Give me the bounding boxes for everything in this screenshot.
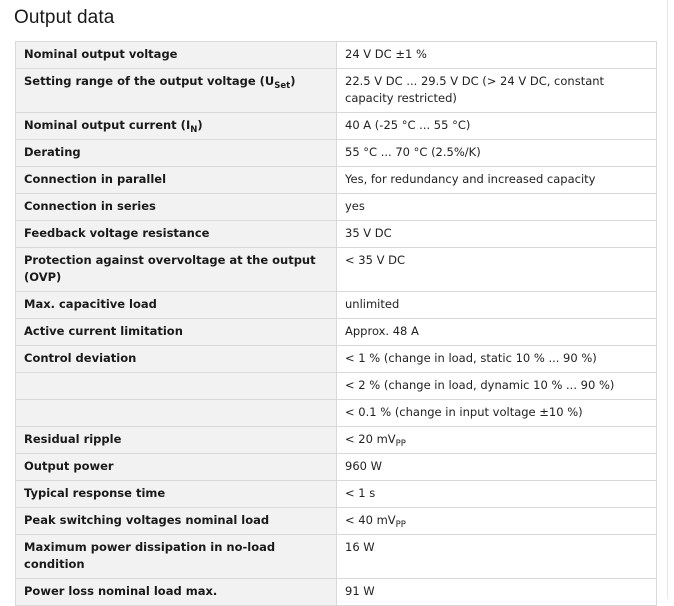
row-label: Residual ripple bbox=[16, 427, 337, 454]
row-value: 55 °C ... 70 °C (2.5%/K) bbox=[337, 140, 657, 167]
row-label bbox=[16, 373, 337, 400]
row-label bbox=[16, 69, 337, 113]
row-value: < 1 s bbox=[337, 481, 657, 508]
table-row bbox=[16, 140, 657, 167]
row-label: Active current limitation bbox=[16, 319, 337, 346]
table-row bbox=[16, 579, 657, 606]
row-value: 22.5 V DC ... 29.5 V DC (> 24 V DC, constant capacity restricted) bbox=[337, 69, 657, 113]
row-label-subscript: Set bbox=[274, 81, 291, 91]
table-row bbox=[16, 535, 657, 579]
table-row bbox=[16, 194, 657, 221]
row-label bbox=[16, 400, 337, 427]
row-value-text: < 20 mV bbox=[345, 432, 396, 446]
row-value: 24 V DC ±1 % bbox=[337, 42, 657, 69]
row-label: Peak switching voltages nominal load bbox=[16, 508, 337, 535]
row-label-end: ) bbox=[197, 118, 203, 132]
table-row bbox=[16, 508, 657, 535]
table-row bbox=[16, 481, 657, 508]
row-value: 40 A (-25 °C ... 55 °C) bbox=[337, 113, 657, 140]
row-label: Maximum power dissipation in no-load condition bbox=[16, 535, 337, 579]
output-data-table bbox=[15, 41, 657, 606]
row-label-subscript: N bbox=[190, 125, 198, 135]
table-row bbox=[16, 454, 657, 481]
row-label: Max. capacitive load bbox=[16, 292, 337, 319]
row-label: Protection against overvoltage at the output (OVP) bbox=[16, 248, 337, 292]
row-label-text: Setting range of the output voltage (U bbox=[24, 74, 275, 88]
row-value bbox=[337, 427, 657, 454]
table-row bbox=[16, 373, 657, 400]
row-value-text: < 40 mV bbox=[345, 513, 396, 527]
row-value: 35 V DC bbox=[337, 221, 657, 248]
table-row bbox=[16, 69, 657, 113]
row-label: Typical response time bbox=[16, 481, 337, 508]
row-label: Connection in series bbox=[16, 194, 337, 221]
row-label: Derating bbox=[16, 140, 337, 167]
table-row bbox=[16, 248, 657, 292]
row-label: Feedback voltage resistance bbox=[16, 221, 337, 248]
row-value bbox=[337, 508, 657, 535]
row-label: Control deviation bbox=[16, 346, 337, 373]
row-value: unlimited bbox=[337, 292, 657, 319]
row-value-subscript: PP bbox=[395, 439, 406, 449]
table-row bbox=[16, 427, 657, 454]
row-value: < 2 % (change in load, dynamic 10 % ... 90 %) bbox=[337, 373, 657, 400]
table-row bbox=[16, 346, 657, 373]
row-label-end: ) bbox=[290, 74, 296, 88]
table-row bbox=[16, 319, 657, 346]
row-label: Connection in parallel bbox=[16, 167, 337, 194]
row-value: yes bbox=[337, 194, 657, 221]
row-value: 91 W bbox=[337, 579, 657, 606]
table-row bbox=[16, 292, 657, 319]
row-value: Approx. 48 A bbox=[337, 319, 657, 346]
row-value: 16 W bbox=[337, 535, 657, 579]
row-value: < 35 V DC bbox=[337, 248, 657, 292]
table-row bbox=[16, 42, 657, 69]
table-row bbox=[16, 400, 657, 427]
content-border bbox=[667, 0, 668, 599]
row-label: Power loss nominal load max. bbox=[16, 579, 337, 606]
row-label: Output power bbox=[16, 454, 337, 481]
row-label: Nominal output voltage bbox=[16, 42, 337, 69]
row-value: < 1 % (change in load, static 10 % ... 90 %) bbox=[337, 346, 657, 373]
row-value: < 0.1 % (change in input voltage ±10 %) bbox=[337, 400, 657, 427]
row-value-subscript: PP bbox=[395, 520, 406, 530]
row-value: Yes, for redundancy and increased capacity bbox=[337, 167, 657, 194]
page-title: Output data bbox=[14, 7, 115, 28]
table-row bbox=[16, 221, 657, 248]
table-row bbox=[16, 113, 657, 140]
row-label bbox=[16, 113, 337, 140]
row-value: 960 W bbox=[337, 454, 657, 481]
table-row bbox=[16, 167, 657, 194]
row-label-text: Nominal output current (I bbox=[24, 118, 191, 132]
